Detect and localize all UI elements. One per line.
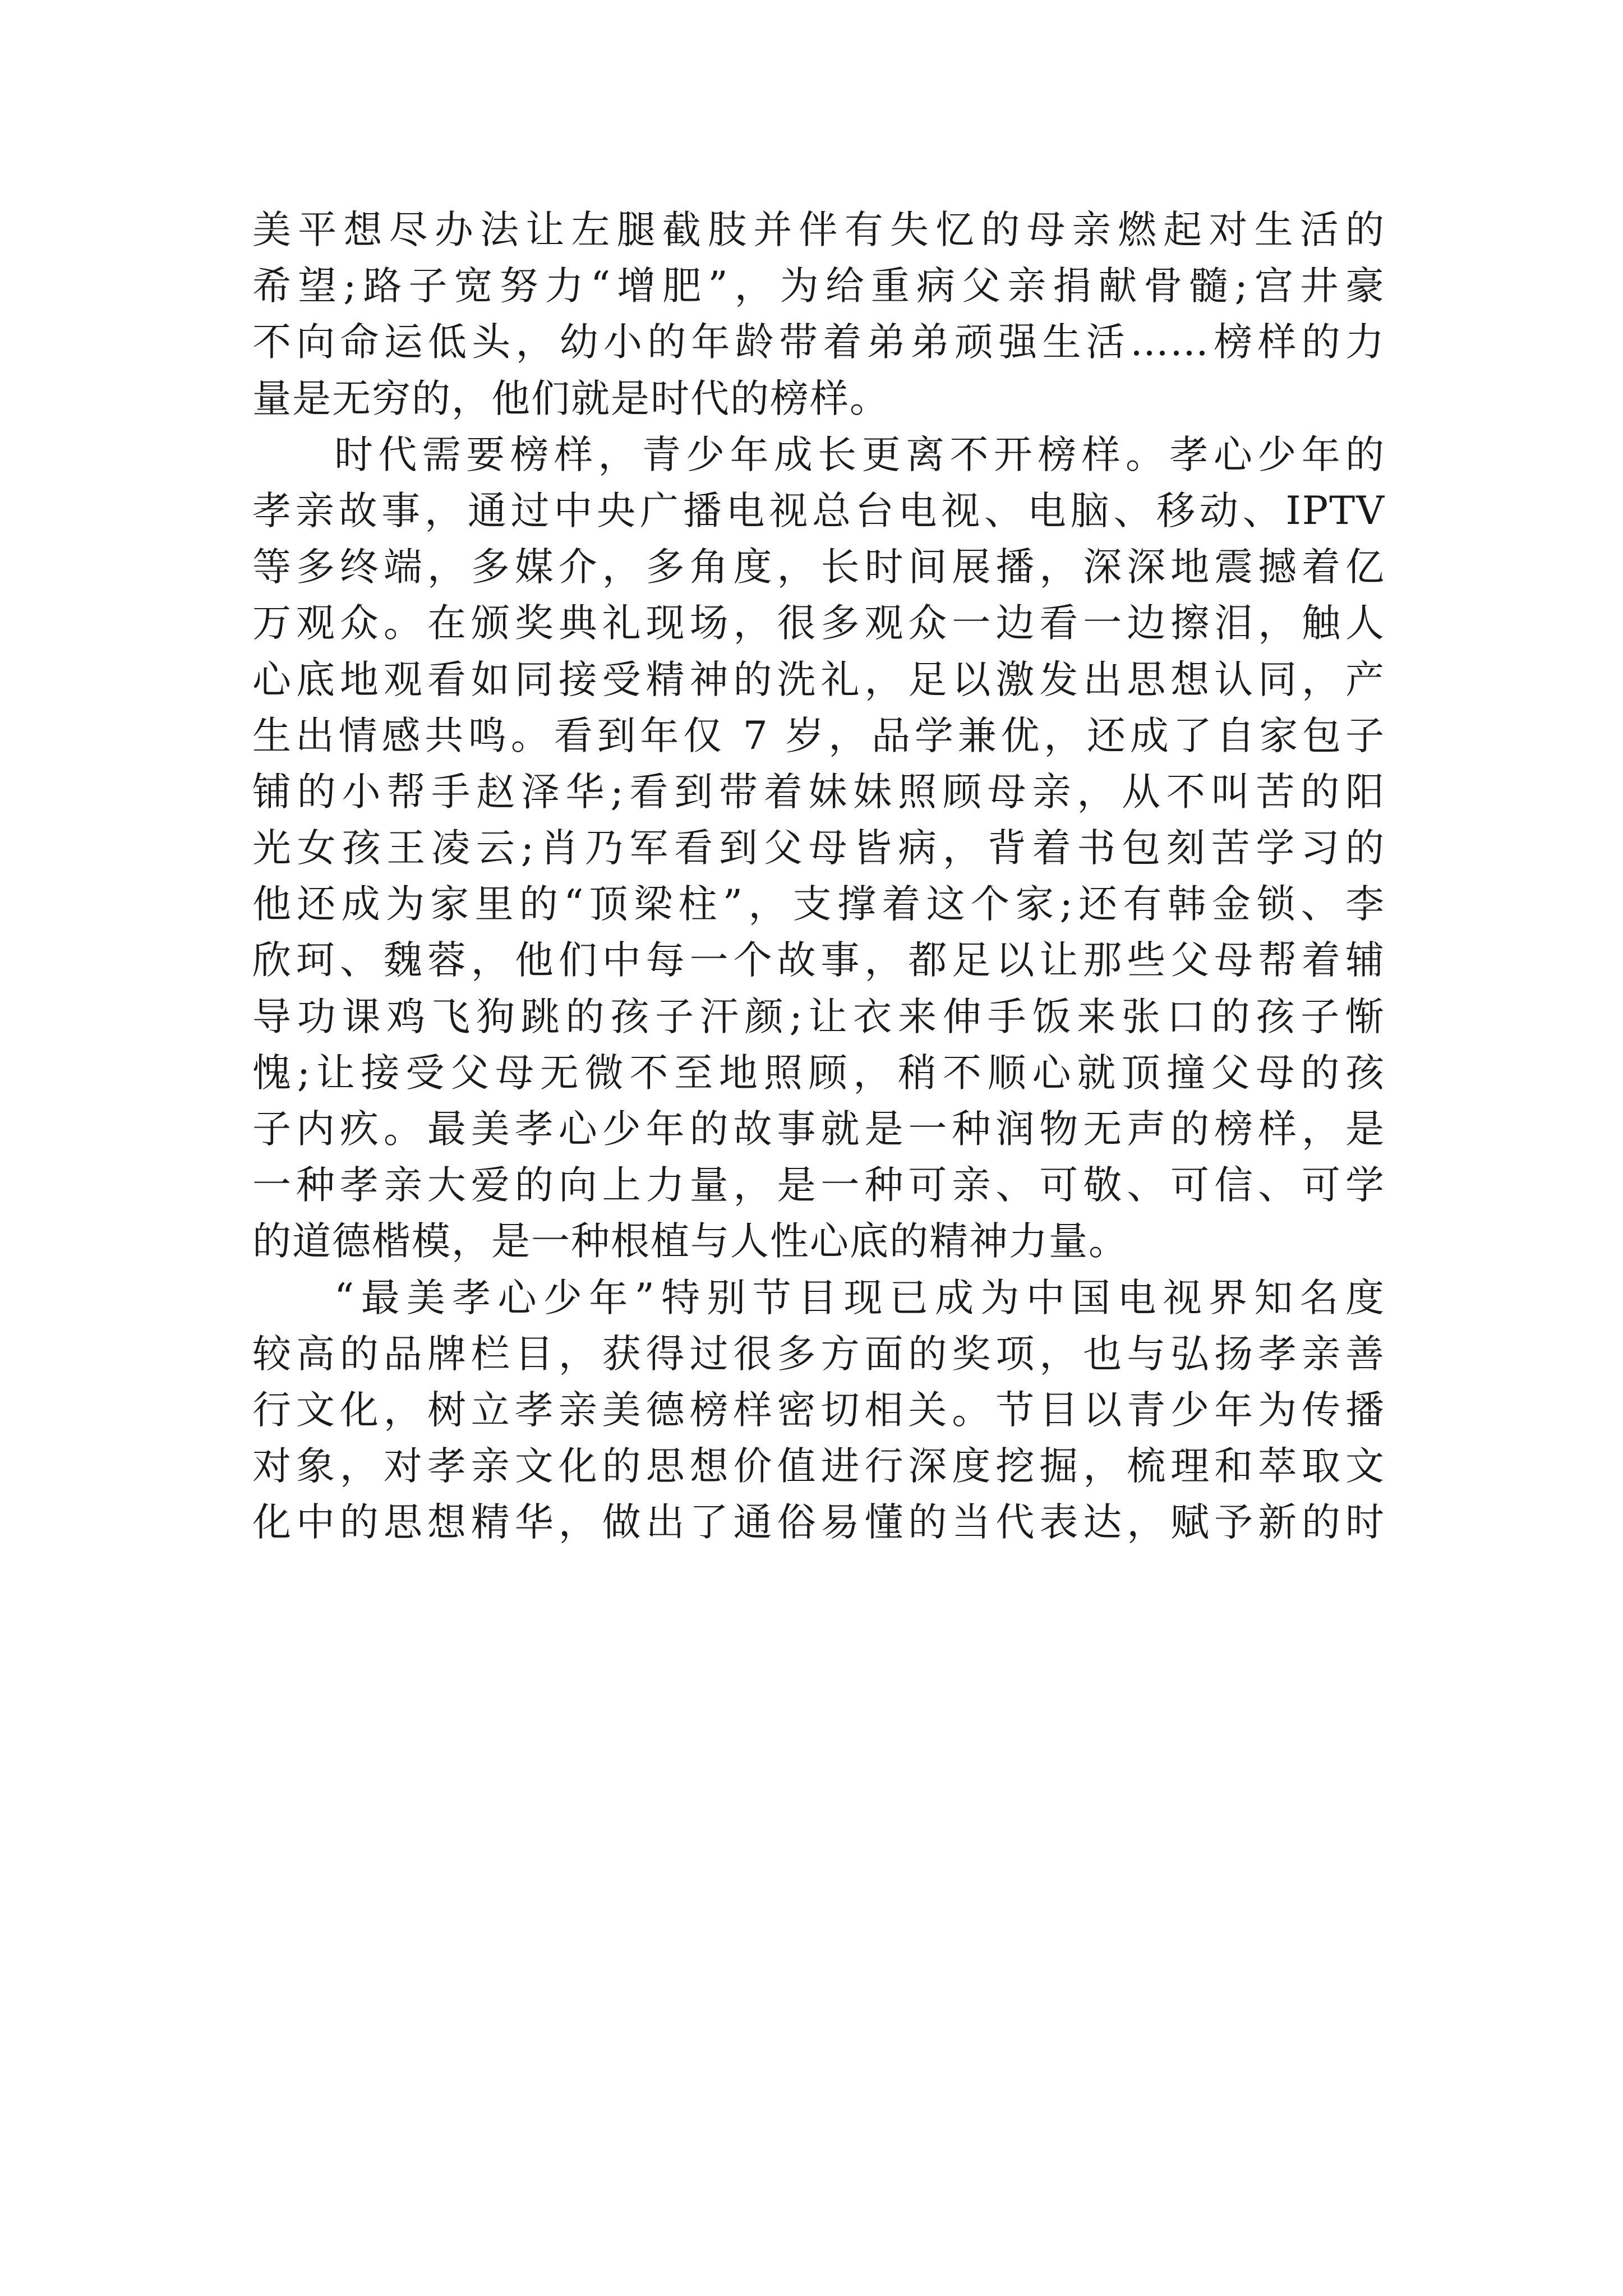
paragraph-2-line-9: 他还成为家里的“顶梁柱”，支撑着这个家;还有韩金锁、李	[252, 882, 1385, 927]
paragraph-2	[252, 427, 1385, 1270]
paragraph-2-line-4: 万观众。在颁奖典礼现场，很多观众一边看一边擦泪，触人	[252, 601, 1385, 646]
paragraph-2-line-8: 光女孩王凌云;肖乃军看到父母皆病，背着书包刻苦学习的	[252, 826, 1385, 871]
paragraph-2-line-12: 愧;让接受父母无微不至地照顾，稍不顺心就顶撞父母的孩	[252, 1050, 1385, 1096]
paragraph-3-line-2: 较高的品牌栏目，获得过很多方面的奖项，也与弘扬孝亲善	[252, 1331, 1385, 1377]
paragraph-3-line-1: “最美孝心少年”特别节目现已成为中国电视界知名度	[334, 1275, 1385, 1320]
paragraph-3	[252, 1270, 1385, 1551]
paragraph-2-line-2: 孝亲故事，通过中央广播电视总台电视、电脑、移动、IPTV	[252, 488, 1385, 533]
paragraph-2-line-10: 欣珂、魏蓉，他们中每一个故事，都足以让那些父母帮着辅	[252, 938, 1385, 983]
paragraph-3-line-4: 对象，对孝亲文化的思想价值进行深度挖掘，梳理和萃取文	[252, 1444, 1385, 1489]
paragraph-3-line-5: 化中的思想精华，做出了通俗易懂的当代表达，赋予新的时	[252, 1500, 1385, 1545]
paragraph-2-line-1: 时代需要榜样，青少年成长更离不开榜样。孝心少年的	[334, 432, 1385, 477]
paragraph-3-line-3: 行文化，树立孝亲美德榜样密切相关。节目以青少年为传播	[252, 1387, 1385, 1433]
paragraph-1-line-2: 希望;路子宽努力“增肥”，为给重病父亲捐献骨髓;宫井豪	[252, 264, 1385, 309]
paragraph-2-line-11: 导功课鸡飞狗跳的孩子汗颜;让衣来伸手饭来张口的孩子惭	[252, 994, 1385, 1039]
paragraph-2-line-15: 的道德楷模，是一种根植与人性心底的精神力量。	[252, 1219, 1128, 1264]
paragraph-1-line-1: 美平想尽办法让左腿截肢并伴有失忆的母亲燃起对生活的	[252, 208, 1385, 252]
document-body	[252, 202, 1385, 1551]
paragraph-2-line-13: 子内疚。最美孝心少年的故事就是一种润物无声的榜样，是	[252, 1107, 1385, 1152]
paragraph-1	[252, 202, 1385, 427]
paragraph-2-line-6: 生出情感共鸣。看到年仅 7 岁，品学兼优，还成了自家包子	[252, 713, 1385, 758]
paragraph-2-line-5: 心底地观看如同接受精神的洗礼，足以激发出思想认同，产	[252, 657, 1385, 702]
paragraph-1-line-4: 量是无穷的，他们就是时代的榜样。	[252, 376, 889, 421]
paragraph-1-line-3: 不向命运低头，幼小的年龄带着弟弟顽强生活……榜样的力	[252, 320, 1385, 365]
paragraph-2-line-3: 等多终端，多媒介，多角度，长时间展播，深深地震撼着亿	[252, 545, 1385, 590]
paragraph-2-line-7: 铺的小帮手赵泽华;看到带着妹妹照顾母亲，从不叫苦的阳	[252, 769, 1385, 815]
paragraph-2-line-14: 一种孝亲大爱的向上力量，是一种可亲、可敬、可信、可学	[252, 1163, 1385, 1208]
